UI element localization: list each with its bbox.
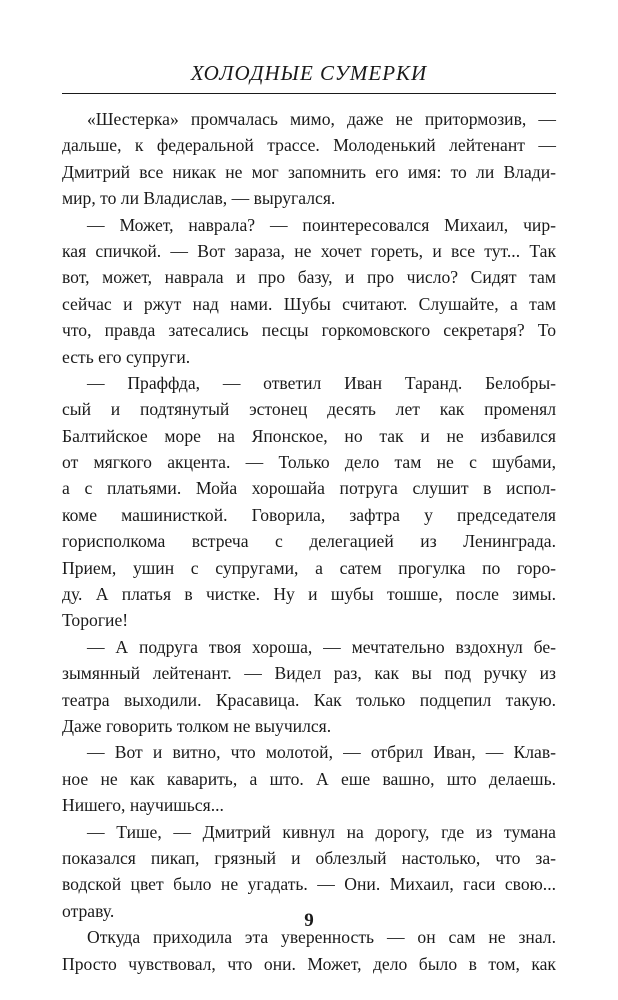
paragraph [62,370,556,634]
text-line: Откуда приходила эта уверенность — он сам не знал. [87,927,556,948]
text-line: Даже говорить толком не выучился. [62,715,332,736]
text-line: Дмитрий все никак не мог запомнить его имя: то ли Влади- [62,161,556,182]
running-head: ХОЛОДНЫЕ СУМЕРКИ [190,61,428,85]
text-line: отраву. [62,900,115,921]
text-line: есть его супруги. [62,346,191,367]
text-line: от мягкого акцента. — Только дело там не с шубами, [62,452,556,473]
body-text [62,106,556,977]
text-line: — А подруга твоя хороша, — мечтательно вздохнул бе- [87,636,556,657]
text-line: вот, может, наврала и про базу, и про число? Сидят там [62,267,556,288]
paragraph [62,212,556,370]
paragraph [62,106,556,212]
text-line: Нишего, научишься... [62,795,224,816]
text-line: зымянный лейтенант. — Видел раз, как вы под ручку из [62,663,556,684]
text-line: Балтийское море на Японское, но так и не избавился [62,425,556,446]
text-line: горисполкома встреча с делегацией из Ленинграда. [62,531,556,552]
text-line: сый и подтянутый эстонец десять лет как променял [62,399,556,420]
text-line: что, правда затесались песцы горкомовского секретаря? То [62,320,556,341]
text-line: ное не как каварить, а што. А еше вашно, што делаешь. [62,768,556,789]
header-rule [62,93,556,94]
text-line: показался пикап, грязный и облезлый настолько, что за- [62,847,556,868]
paragraph [62,634,556,740]
text-line: — Тише, — Дмитрий кивнул на дорогу, где из тумана [87,821,556,842]
text-line: Торогие! [62,610,129,631]
text-line: мир, то ли Владислав, — выругался. [62,188,336,209]
text-line: театра выходили. Красавица. Как только подцепил такую. [62,689,556,710]
text-line: сейчас и ржут над нами. Шубы считают. Слушайте, а там [62,293,556,314]
text-line: — Вот и витно, что молотой, — отбрил Иван, — Клав- [87,742,556,763]
text-line: — Праффда, — ответил Иван Таранд. Белобры- [87,372,556,393]
paragraph [62,739,556,818]
text-line: «Шестерка» промчалась мимо, даже не притормозив, — [87,109,556,129]
text-line: водской цвет было не угадать. — Они. Михаил, гаси свою... [62,874,556,895]
text-line: ду. А платья в чистке. Ну и шубы тошше, после зимы. [62,584,556,605]
text-line: — Может, наврала? — поинтересовался Михаил, чир- [87,214,556,235]
text-line: дальше, к федеральной трассе. Молоденький лейтенант — [62,135,556,156]
text-line: а с платьями. Мойа хорошайа потруга слушит в испол- [62,478,556,499]
text-line: Просто чувствовал, что они. Может, дело было в том, как [62,953,556,974]
page-number: 9 [304,910,314,931]
text-line: Прием, ушин с супругами, а сатем прогулка по горо- [62,557,556,578]
text-line: кая спичкой. — Вот зараза, не хочет гореть, и все тут... Так [62,240,556,261]
text-line: коме машинисткой. Говорила, зафтра у председателя [62,504,556,525]
